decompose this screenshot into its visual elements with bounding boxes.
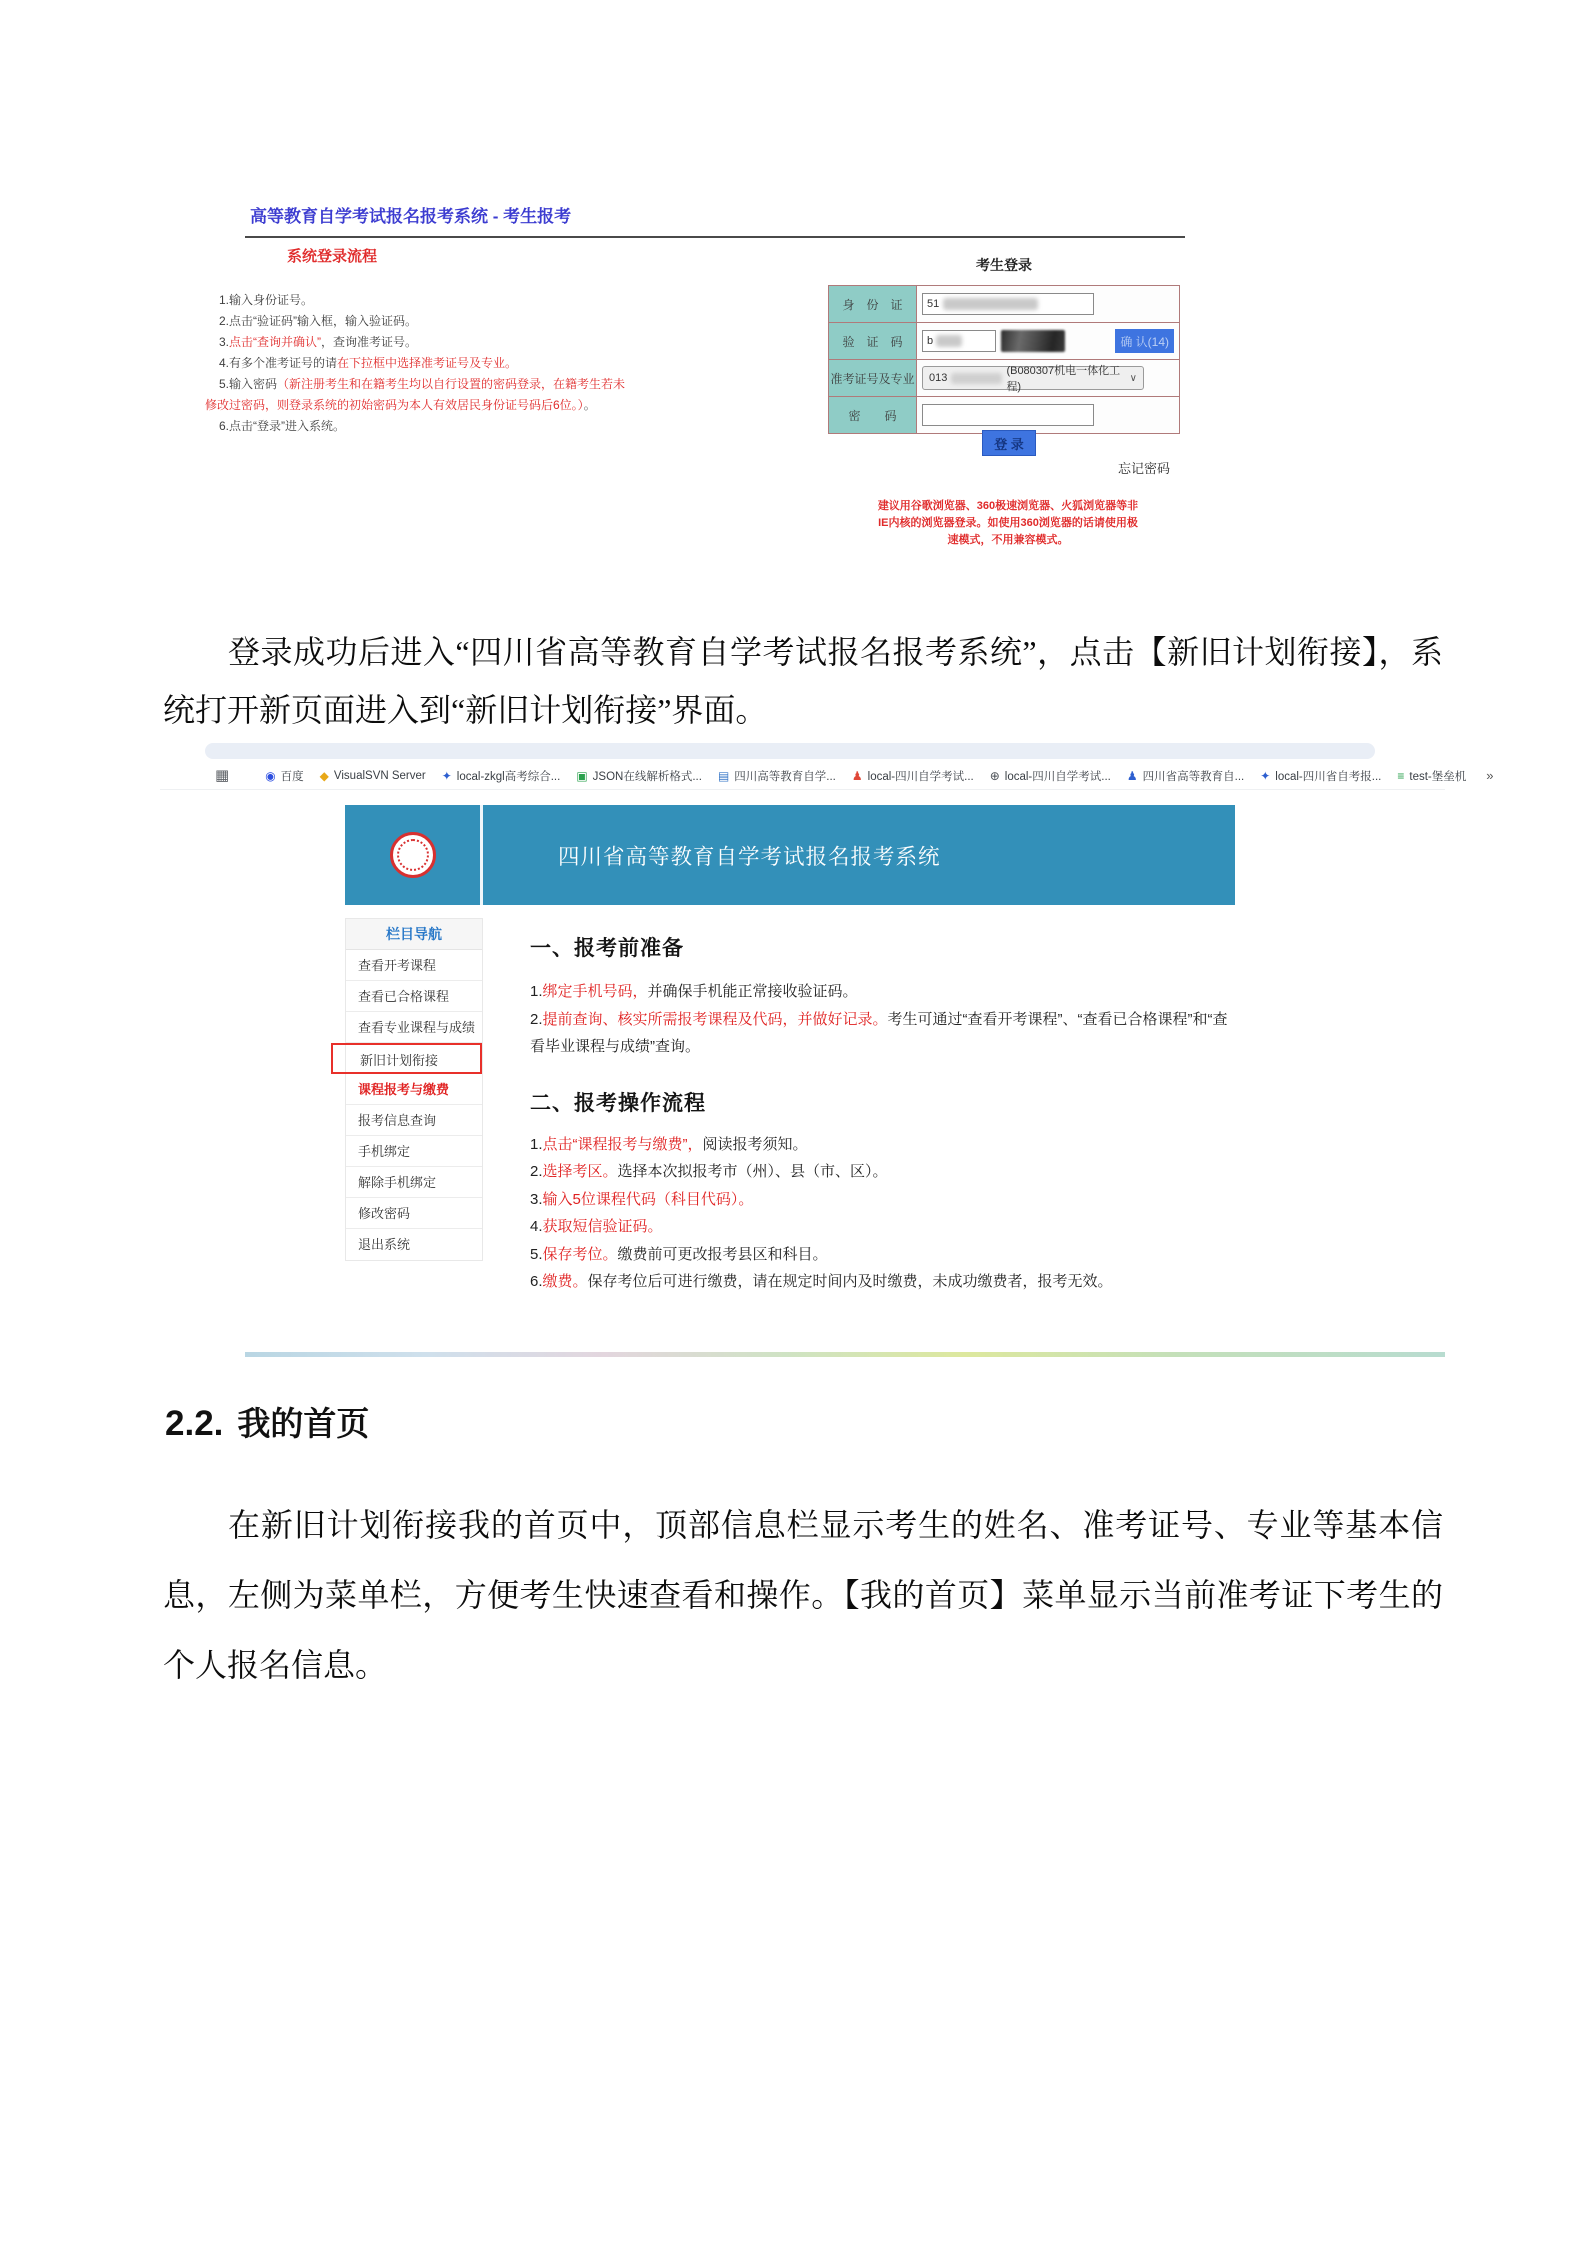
sidebar-item-course-register-pay[interactable]: 课程报考与缴费 [346,1074,482,1105]
site-title: 四川省高等教育自学考试报名报考系统 [558,844,941,869]
body-paragraph-2: 在新旧计划衔接我的首页中，顶部信息栏显示考生的姓名、准考证号、专业等基本信息，左侧为菜单栏，方便考生快速查看和操作。【我的首页】菜单显示当前准考证下考生的个人报名信息。 [163,1507,1443,1683]
item-text-red: 获取短信验证码。 [542,1218,663,1235]
sidebar-item-major-courses-scores[interactable]: 查看专业课程与成绩 [346,1012,482,1043]
login-panel [828,255,1180,575]
password-input[interactable] [922,404,1094,426]
step-text: 6.点击“登录”进入系统。 [219,419,346,433]
item-text: 2. [530,1163,543,1180]
step-text: 4.有多个准考证号的请 [219,356,338,370]
section1-heading: 一、报考前准备 [530,937,684,960]
item-text: 并确保手机能正常接收验证码。 [647,983,858,1000]
bookmark-favicon: ◉ [265,768,276,783]
redacted-id-blur [943,298,1038,310]
login-step [205,332,635,353]
bookmark-item[interactable] [852,768,974,784]
sidebar-item-passed-courses[interactable]: 查看已合格课程 [346,981,482,1012]
prep-item [530,1006,1235,1061]
item-text: 1. [530,983,543,1000]
apps-grid-icon[interactable]: ▦ [215,767,230,784]
item-text: 考生可通过“查看开考课程”、“查看已合格课程”和“查看毕业课程与成绩”查询。 [530,1010,1228,1055]
captcha-value: b [927,335,934,347]
bookmark-item[interactable] [1397,768,1466,784]
site-logo-seal-icon [390,832,436,878]
bookmarks-bar [160,762,1494,790]
step-text-red: 在下拉框中选择准考证号及专业。 [337,356,518,370]
bookmark-label: local-四川自学考试... [1004,770,1111,783]
step-text-red: 点击“查询并确认” [229,335,322,349]
section-heading [165,1398,369,1445]
logo-cell [345,805,483,905]
step-text: 3. [219,335,230,349]
section-title: 我的首页 [237,1407,370,1443]
browser-notice: 建议用谷歌浏览器、360极速浏览器、火狐浏览器等非IE内核的浏览器登录。如使用360浏览器的话请使用极速模式，不用兼容模式。 [877,500,1139,546]
redacted-captcha-blur [936,335,962,347]
bookmark-item[interactable] [990,768,1111,784]
bookmark-favicon: ◆ [319,768,329,783]
item-text-red: 点击“课程报考与缴费”， [542,1135,703,1153]
section-divider [245,1352,1445,1357]
login-steps-list [205,290,635,437]
ticket-major-label: 准考证号及专业 [829,360,917,397]
flow-item [530,1241,1235,1269]
sidebar-title: 栏目导航 [346,919,482,950]
item-text: 2. [530,1010,543,1028]
login-form-table [828,285,1180,434]
bookmark-favicon: ✦ [1260,768,1271,783]
sidebar-nav [345,918,483,1261]
bookmark-item[interactable] [576,768,702,784]
prep-item [530,978,1235,1006]
site-body [345,918,1235,1296]
login-button[interactable]: 登 录 [982,430,1036,456]
item-text: 选择本次拟报考市（州）、县（市、区）。 [617,1163,888,1180]
login-panel-title: 考生登录 [976,257,1032,273]
sidebar-item-phone-unbind[interactable]: 解除手机绑定 [346,1167,482,1198]
chevron-down-icon: ∨ [1129,372,1137,384]
site-frame [345,805,1235,1296]
sidebar-item-view-open-courses[interactable]: 查看开考课程 [346,950,482,981]
bookmark-label: 百度 [280,770,304,783]
login-step [205,374,635,416]
sidebar-item-old-new-plan[interactable]: 新旧计划衔接 [331,1043,482,1074]
bookmark-item[interactable] [442,768,561,784]
bookmark-label: JSON在线解析格式... [592,770,702,783]
item-text-red: 选择考区。 [542,1163,618,1180]
bookmark-favicon: ≡ [1397,768,1405,783]
bookmark-item[interactable] [1260,768,1381,784]
password-cell [917,397,1179,433]
item-text-red: 输入5位课程代码（科目代码）。 [542,1190,754,1208]
login-step [205,353,635,374]
captcha-input[interactable] [922,330,996,352]
id-card-cell [917,286,1179,323]
sidebar-item-change-password[interactable]: 修改密码 [346,1198,482,1229]
bookmark-label: 四川省高等教育自... [1142,770,1245,783]
item-text-red: 缴费。 [542,1273,588,1290]
id-card-input[interactable] [922,293,1094,315]
sidebar-item-logout[interactable]: 退出系统 [358,1237,411,1252]
password-label: 密 码 [829,397,917,433]
captcha-label: 验 证 码 [829,323,917,360]
bookmark-favicon: ♟ [1126,768,1138,783]
step-text: 1.输入身份证号。 [219,293,314,307]
login-step [205,416,635,437]
step-text: ，查询准考证号。 [321,335,418,349]
item-text: 3. [530,1190,543,1208]
item-text-red: 提前查询、核实所需报考课程及代码，并做好记录。 [542,1010,888,1028]
bookmark-favicon: ▣ [576,768,588,783]
item-text: 保存考位后可进行缴费，请在规定时间内及时缴费，未成功缴费者，报考无效。 [587,1273,1113,1290]
ticket-number: 013 [929,372,948,384]
bookmarks-overflow-chevron[interactable]: » [1486,768,1494,783]
bookmark-label: local-四川省自考报... [1275,770,1382,783]
body-paragraph-1: 登录成功后进入“四川省高等教育自学考试报名报考系统”，点击【新旧计划衔接】，系统打开新页面进入到“新旧计划衔接”界面。 [163,634,1443,728]
flow-item [530,1131,1235,1159]
flow-item [530,1186,1235,1214]
bookmark-label: VisualSVN Server [333,769,426,782]
section-number: 2.2. [165,1404,224,1443]
title-divider [245,236,1185,238]
step-text-red: （新注册考生和在籍考生均以自行设置的密码登录，在籍考生若未修改过密码，则登录系统的初始密码为本人有效居民身份证号码后6位。） [205,377,626,412]
bookmark-label: 四川高等教育自学... [734,770,836,783]
bookmark-favicon: ⊕ [989,768,1000,783]
login-screenshot [195,200,1185,580]
step-text: 。 [583,398,596,412]
item-text: 阅读报考须知。 [702,1135,808,1153]
flow-item [530,1158,1235,1186]
login-flow-heading: 系统登录流程 [287,248,378,265]
bookmark-favicon: ✦ [441,768,452,783]
browser-address-bar[interactable] [205,743,1375,759]
section2-heading: 二、报考操作流程 [530,1091,706,1115]
item-text: 缴费前可更改报考县区和科目。 [617,1245,828,1263]
flow-item [530,1213,1235,1241]
item-text: 1. [530,1135,543,1153]
window-title: 高等教育自学考试报名报考系统 - 考生报考 [250,207,572,226]
step-text: 2.点击“验证码”输入框，输入验证码。 [219,314,418,328]
forgot-password-link[interactable]: 忘记密码 [1118,461,1171,476]
bookmark-item[interactable] [1127,768,1244,784]
main-content [530,918,1235,1296]
ticket-major-select[interactable] [922,365,1144,393]
system-screenshot [160,740,1494,1332]
item-text: 5. [530,1245,543,1263]
flow-item [530,1268,1235,1296]
login-step [205,311,635,332]
bookmark-label: local-四川自学考试... [867,770,974,783]
login-step [205,290,635,311]
sidebar-item-phone-bind[interactable]: 手机绑定 [346,1136,482,1167]
redacted-ticket-blur [951,373,1002,384]
bookmark-item[interactable] [265,768,303,784]
step-text: 5.输入密码 [219,377,278,391]
item-text-red: 保存考位。 [542,1245,618,1263]
confirm-button[interactable]: 确 认(14) [1115,329,1174,353]
bookmark-favicon: ♟ [851,768,863,783]
site-header [345,805,1235,905]
item-text: 6. [530,1273,543,1290]
captcha-cell [917,323,1179,360]
ticket-major-cell [917,360,1179,397]
sidebar-item-register-info-query[interactable]: 报考信息查询 [346,1105,482,1136]
id-card-value: 51 [927,298,940,310]
bookmark-item[interactable] [718,768,836,784]
item-text-red: 绑定手机号码， [542,983,648,1000]
captcha-image[interactable] [1001,330,1065,352]
bookmark-label: test-堡垒机 [1409,770,1467,783]
bookmark-favicon: ▤ [717,768,730,783]
bookmark-item[interactable] [320,770,426,782]
item-text: 4. [530,1218,543,1235]
id-card-label: 身 份 证 [829,286,917,323]
bookmark-label: local-zkgl高考综合... [456,770,561,783]
major-name: (B080307机电一体化工程) [1006,365,1121,393]
